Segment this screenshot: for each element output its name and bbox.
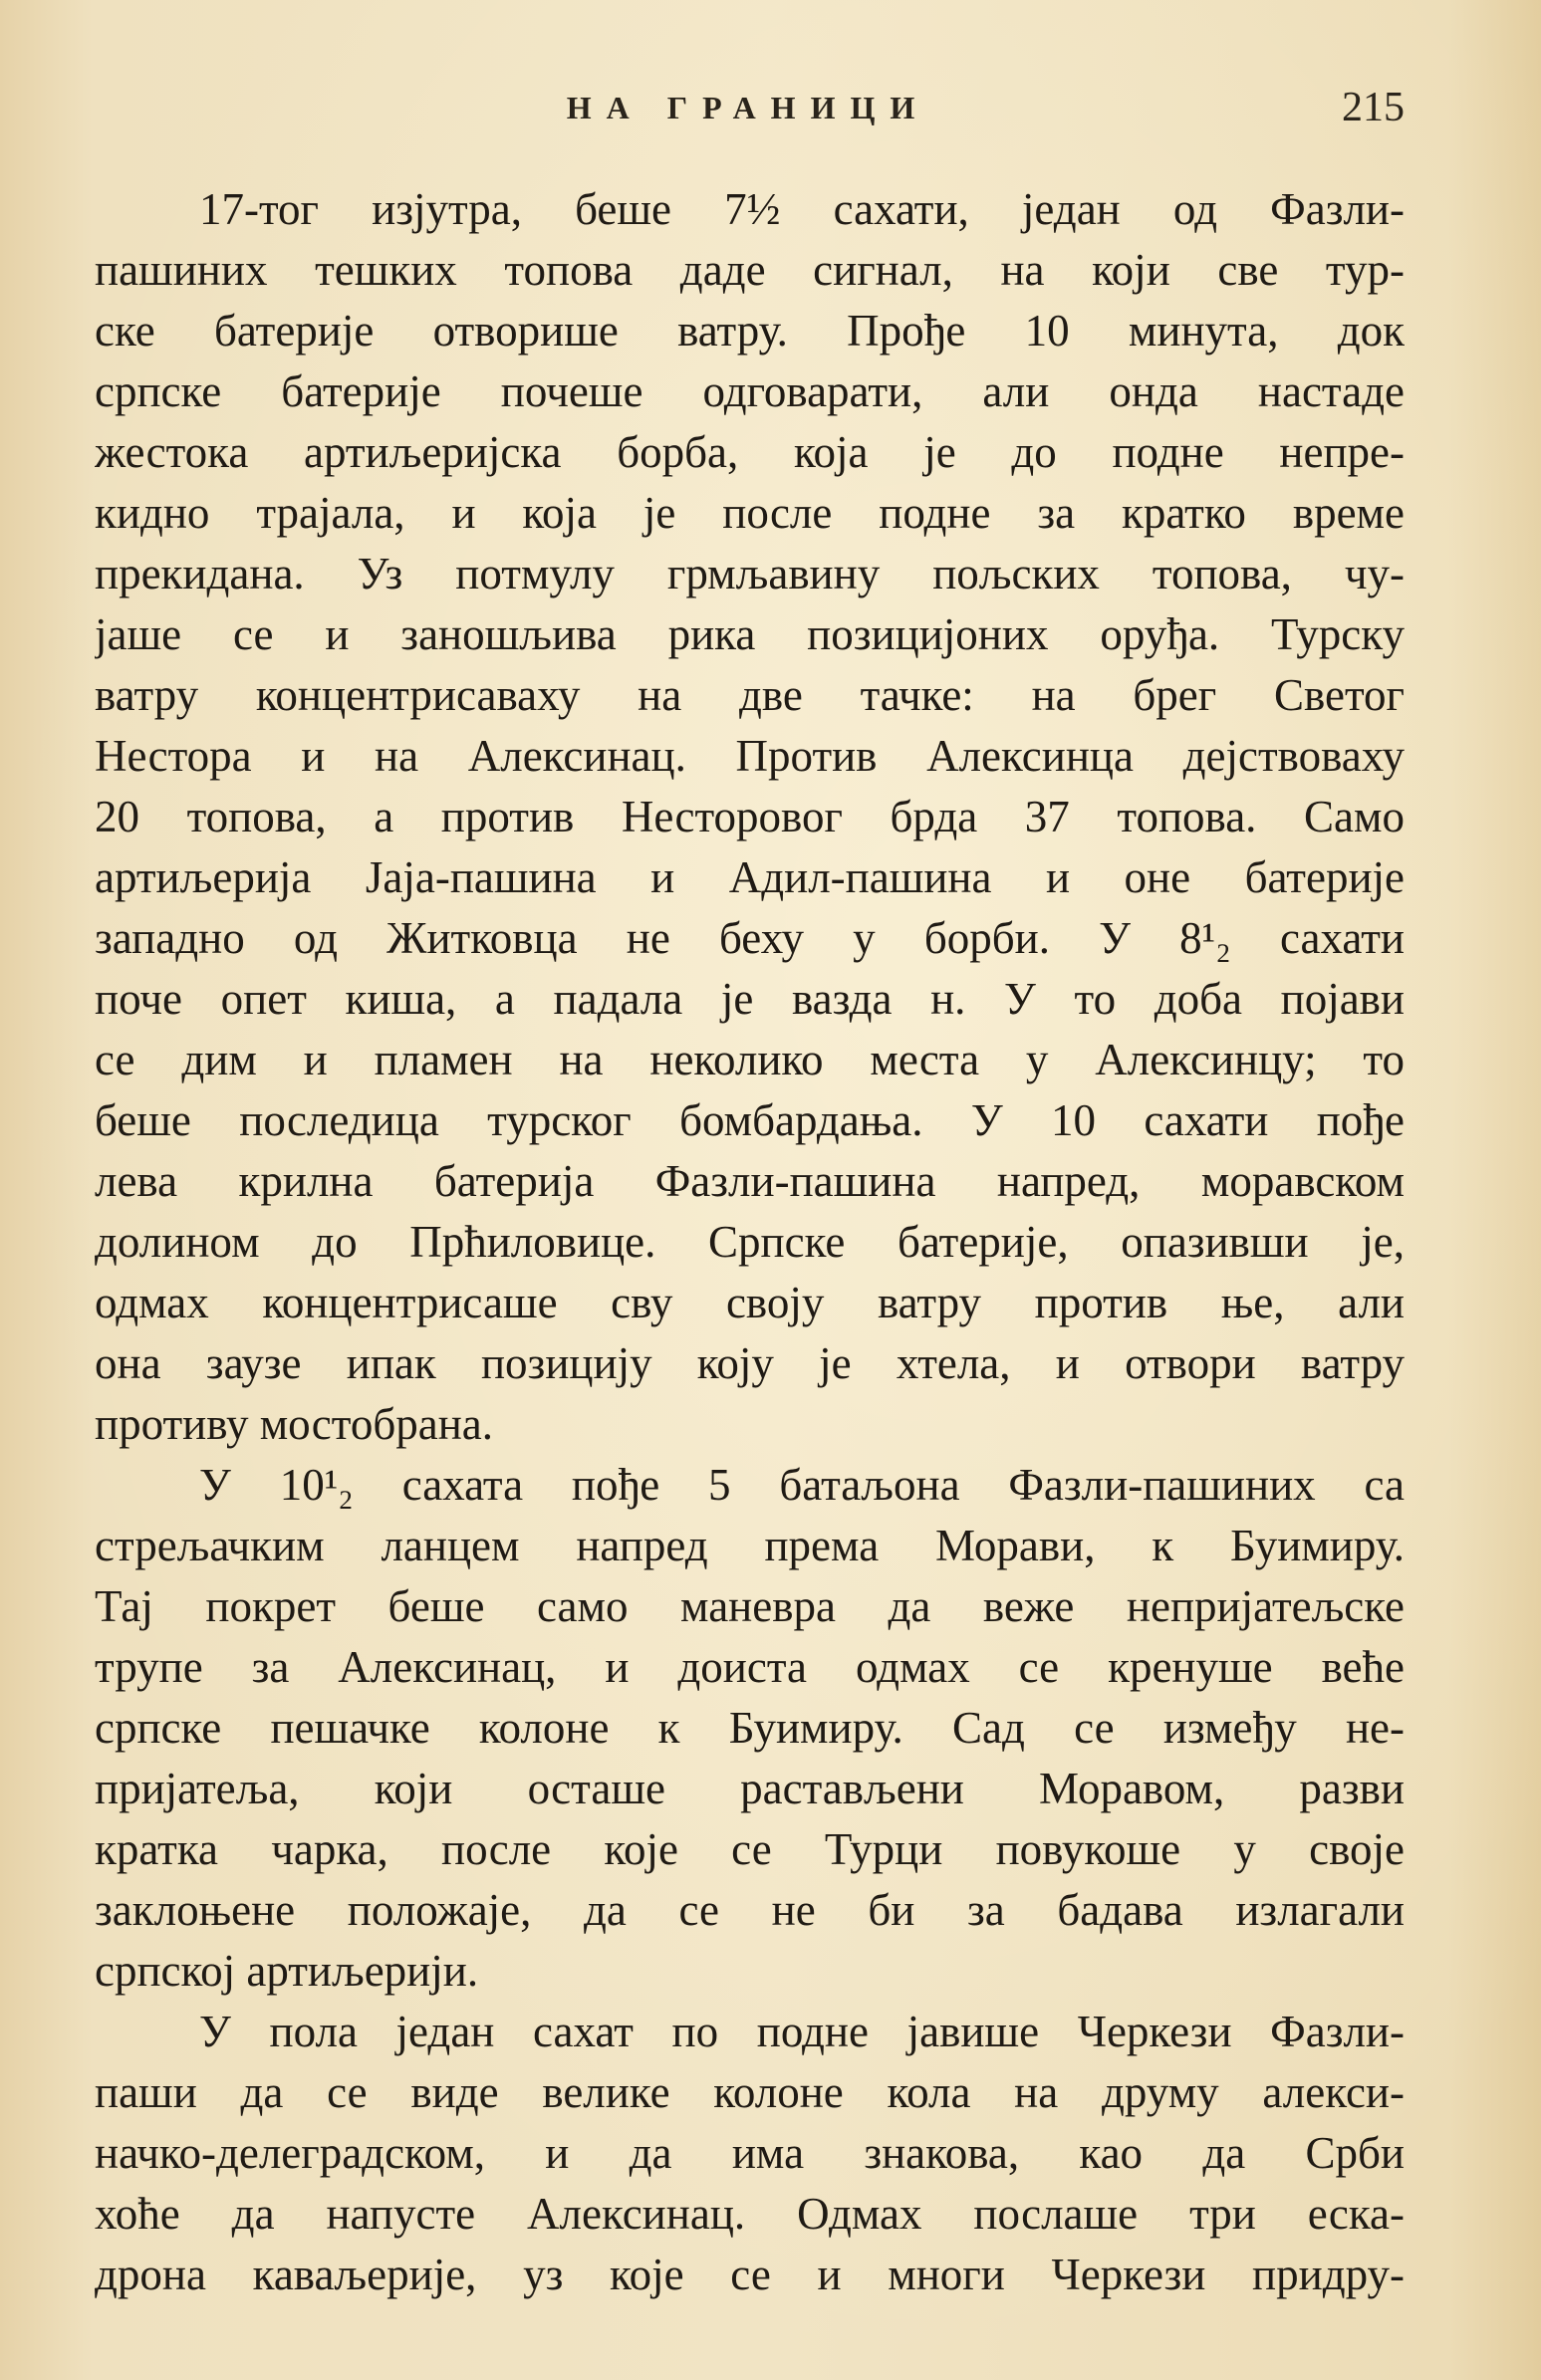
text-line: противу мостобрана. (95, 1399, 494, 1449)
text-line: она заузе ипак позицију коју је хтела, и отвори ватру (95, 1338, 1405, 1388)
text-line: трупе за Алексинац, и доиста одмах се кренуше веће (95, 1642, 1405, 1692)
text-line: 17-тог изјутра, беше 7½ сахати, један од Фазли- (199, 184, 1405, 234)
running-title: НА ГРАНИЦИ (566, 90, 930, 125)
page-header (92, 82, 1405, 141)
text-line: ватру концентрисаваху на две тачке: на брег Светог (95, 670, 1405, 720)
text-line: српској артиљерији. (95, 1946, 479, 1996)
text-line: паши да се виде велике колоне кола на друму алекси- (95, 2067, 1405, 2117)
body-text (95, 179, 1405, 2305)
text-line: артиљерија Јаја-пашина и Адил-пашина и оне батерије (95, 852, 1405, 902)
text-line: долином до Прћиловице. Српске батерије, опазивши је, (95, 1217, 1405, 1267)
text-line: поче опет киша, а падала је вазда н. У то доба појави (95, 974, 1405, 1024)
text-line: У пола један сахат по подне јавише Черкези Фазли- (199, 2007, 1405, 2056)
text-line: српске батерије почеше одговарати, али онда настаде (95, 366, 1405, 416)
text-line: 20 топова, а против Несторовог брда 37 топова. Само (95, 792, 1405, 841)
text-line: Нестора и на Алексинац. Против Алексинца дејствоваху (95, 731, 1405, 781)
text-line: начко-делеградском, и да има знакова, као да Срби (95, 2128, 1405, 2178)
text-line: јаше се и заношљива рика позицијоних оруђа. Турску (95, 609, 1405, 659)
text-line: кратка чарка, после које се Турци повукоше у своје (95, 1824, 1405, 1874)
text-line: се дим и пламен на неколико места у Алексинцу; то (95, 1035, 1405, 1084)
text-line: заклоњене положаје, да се не би за бадава излагали (95, 1885, 1405, 1935)
text-line: Тај покрет беше само маневра да веже непријатељске (95, 1581, 1405, 1631)
text-line: прекидана. Уз потмулу грмљавину пољских топова, чу- (95, 549, 1405, 598)
text-line: српске пешачке колоне к Буимиру. Сад се између не- (95, 1703, 1405, 1753)
text-line: стрељачким ланцем напред према Морави, к Буимиру. (95, 1521, 1405, 1570)
text-line: одмах концентрисаше сву своју ватру против ње, али (95, 1278, 1405, 1327)
text-line: ске батерије отворише ватру. Прође 10 минута, док (95, 306, 1405, 356)
text-line: У 10¹₂ сахата пође 5 батаљона Фазли-пашиних са (199, 1460, 1405, 1510)
text-line: лева крилна батерија Фазли-пашина напред, моравском (95, 1156, 1405, 1206)
text-line: жестока артиљеријска борба, која је до подне непре- (95, 427, 1405, 477)
text-line: дрона каваљерије, уз које се и многи Черкези придру- (95, 2250, 1405, 2299)
text-line: западно од Житковца не беху у борби. У 8¹₂ сахати (95, 913, 1405, 963)
page-number: 215 (1342, 85, 1405, 130)
text-line: кидно трајала, и која је после подне за кратко време (95, 488, 1405, 538)
text-line: пашиних тешких топова даде сигнал, на који све тур- (95, 245, 1405, 295)
text-line: пријатеља, који осташе растављени Моравом, разви (95, 1764, 1405, 1813)
text-line: беше последица турског бомбардања. У 10 сахати пође (95, 1095, 1405, 1145)
text-line: хоће да напусте Алексинац. Одмах послаше три еска- (95, 2189, 1405, 2239)
